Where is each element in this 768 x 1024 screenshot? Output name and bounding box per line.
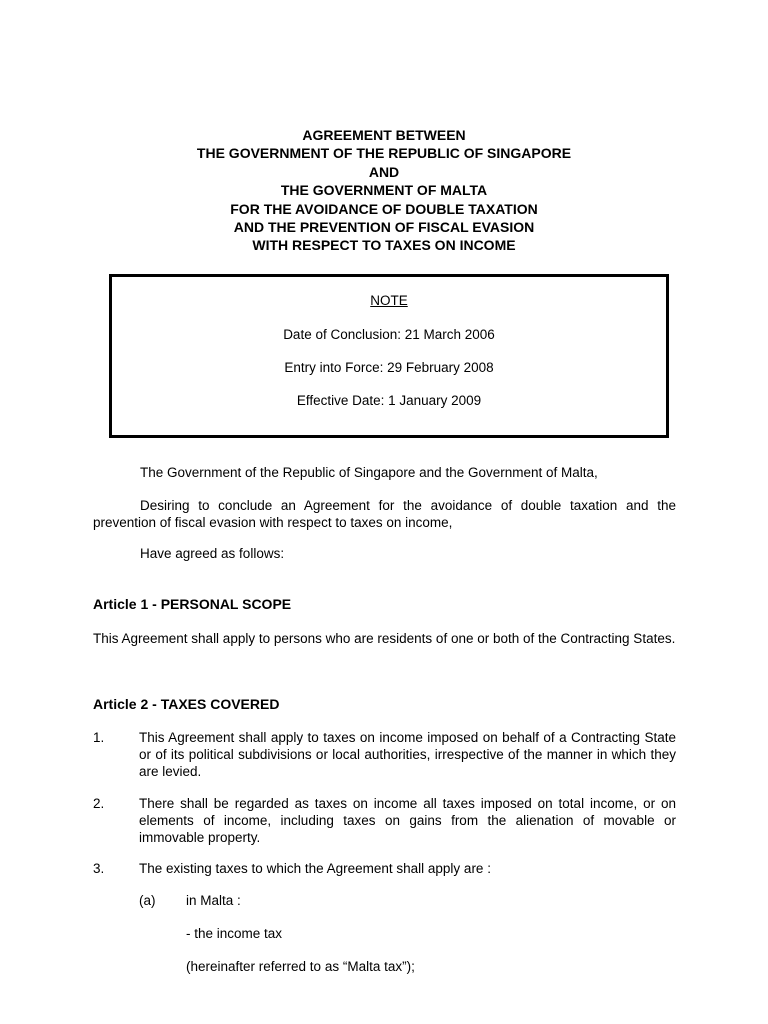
effective-date: Effective Date: 1 January 2009 — [296, 393, 482, 408]
item-text: There shall be regarded as taxes on income all taxes imposed on total income, or on elements of income, including taxes on gains from the alienation of movable or immovable property. — [139, 796, 676, 845]
item-text: The existing taxes to which the Agreement shall apply are : — [139, 861, 491, 876]
list-item — [93, 795, 676, 846]
sub-item-label: (a) — [139, 893, 156, 908]
item-text: This Agreement shall apply to taxes on income imposed on behalf of a Contracting State or of its political subdivisions or local authorities, irrespective of the manner in which they are levied. — [139, 730, 676, 779]
title-line: AND THE PREVENTION OF FISCAL EVASION — [233, 219, 535, 236]
date-of-conclusion: Date of Conclusion: 21 March 2006 — [283, 327, 495, 342]
title-line: AGREEMENT BETWEEN — [302, 127, 466, 143]
item-number: 2. — [93, 796, 105, 811]
item-number: 1. — [93, 730, 105, 745]
note-heading: NOTE — [370, 293, 408, 308]
article-1-text: This Agreement shall apply to persons who are residents of one or both of the Contracting States. — [93, 631, 676, 646]
title-line: FOR THE AVOIDANCE OF DOUBLE TAXATION — [230, 200, 538, 217]
preamble-desiring: Desiring to conclude an Agreement for the avoidance of double taxation and the prevention of fiscal evasion with respect to taxes on income, — [93, 498, 676, 530]
article-2-heading: Article 2 - TAXES COVERED — [93, 696, 280, 712]
list-item — [93, 729, 676, 780]
agreement-title — [0, 126, 768, 255]
title-line: AND — [368, 163, 400, 180]
list-item — [93, 860, 676, 877]
item-number: 3. — [93, 861, 105, 876]
sub-item-text: in Malta : — [186, 893, 241, 908]
malta-income-tax: - the income tax — [186, 926, 283, 941]
preamble-parties: The Government of the Republic of Singapore and the Government of Malta, — [140, 465, 598, 480]
malta-tax-reference: (hereinafter referred to as “Malta tax”); — [186, 959, 415, 974]
title-line: THE GOVERNMENT OF MALTA — [280, 182, 488, 199]
entry-into-force: Entry into Force: 29 February 2008 — [284, 360, 494, 375]
article-1-heading: Article 1 - PERSONAL SCOPE — [93, 596, 292, 612]
title-line: THE GOVERNMENT OF THE REPUBLIC OF SINGAPORE — [196, 145, 572, 162]
preamble-agreed: Have agreed as follows: — [140, 546, 285, 561]
note-box — [109, 274, 669, 438]
title-line: WITH RESPECT TO TAXES ON INCOME — [252, 237, 516, 254]
